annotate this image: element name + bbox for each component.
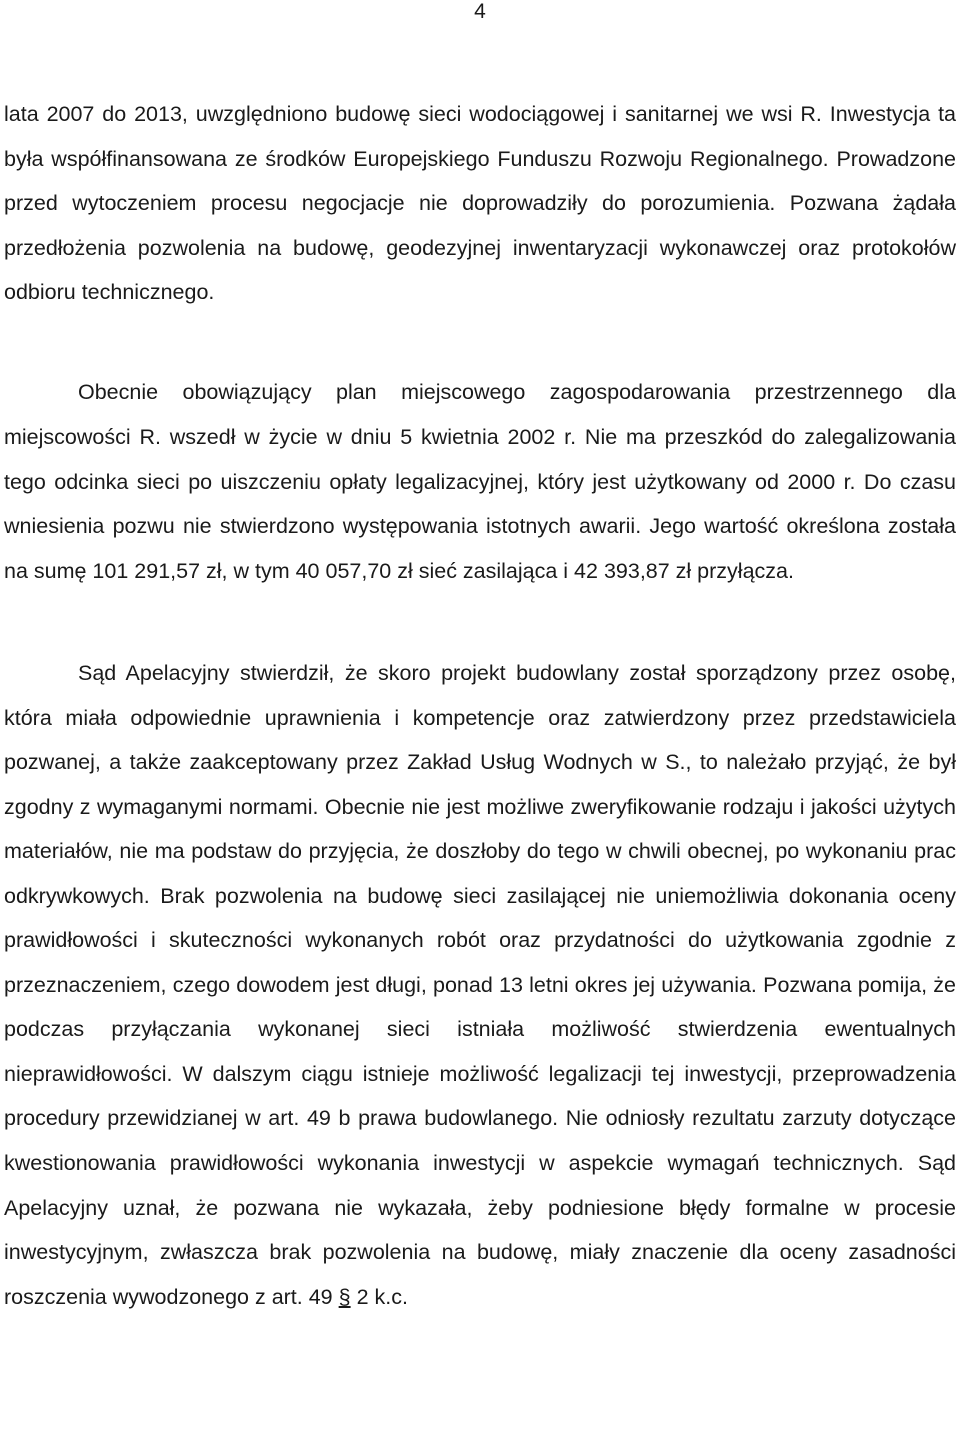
- paragraph-3-body: Sąd Apelacyjny stwierdził, że skoro projekt budowlany został sporządzony przez osobę, która miała odpowiednie uprawnienia i kompetencje oraz zatwierdzony przez przedstawiciela pozwanej, a także zaakceptowany przez Zakład Usług Wodnych w S., to należało przyjąć, że był zgodny z wymaganymi normami. Obecnie nie jest możliwe zweryfikowanie rodzaju i jakości użytych materiałów, nie ma podstaw do przyjęcia, że doszłoby do tego w chwili obecnej, po wykonaniu prac odkrywkowych. Brak pozwolenia na budowę sieci zasilającej nie uniemożliwia dokonania oceny prawidłowości i skuteczności wykonanych robót oraz przydatności do użytkowania zgodnie z przeznaczeniem, czego dowodem jest długi, ponad 13 letni okres jej używania. Pozwana pomija, że podczas przyłączania wykonanej sieci istniała możliwość stwierdzenia ewentualnych nieprawidłowości. W dalszym ciągu istnieje możliwość legalizacji tej inwestycji, przeprowadzenia procedury przewidzianej w art. 49 b prawa budowlanego. Nie odniosły rezultatu zarzuty dotyczące kwestionowania prawidłowości wykonania inwestycji w aspekcie wymagań technicznych. Sąd Apelacyjny uznał, że pozwana nie wykazała, żeby podniesione błędy formalne w procesie inwestycyjnym, zwłaszcza brak pozwolenia na budowę, miały znaczenie dla oceny zasadności roszczenia wywodzonego z art. 49: [4, 661, 956, 1309]
- page-number: 4: [474, 0, 486, 23]
- paragraph-3: [4, 651, 956, 1319]
- paragraph-2: Obecnie obowiązujący plan miejscowego zagospodarowania przestrzennego dla miejscowości R. wszedł w życie w dniu 5 kwietnia 2002 r. Nie ma przeszkód do zalegalizowania tego odcinka sieci po uiszczeniu opłaty legalizacyjnej, który jest użytkowany od 2000 r. Do czasu wniesienia pozwu nie stwierdzono występowania istotnych awarii. Jego wartość określona została na sumę 101 291,57 zł, w tym 40 057,70 zł sieć zasilająca i 42 393,87 zł przyłącza.: [4, 380, 956, 584]
- citation-tail: 2 k.c.: [350, 1284, 408, 1309]
- section-sign: §: [338, 1284, 351, 1309]
- paragraph-1: lata 2007 do 2013, uwzględniono budowę sieci wodociągowej i sanitarnej we wsi R. Inwestycja ta była współfinansowana ze środków Europejskiego Funduszu Rozwoju Regionalnego. Prowadzone przed wytoczeniem procesu negocjacje nie doprowadziły do porozumienia. Pozwana żądała przedłożenia pozwolenia na budowę, geodezyjnej inwentaryzacji wykonawczej oraz protokołów odbioru technicznego.: [4, 102, 956, 305]
